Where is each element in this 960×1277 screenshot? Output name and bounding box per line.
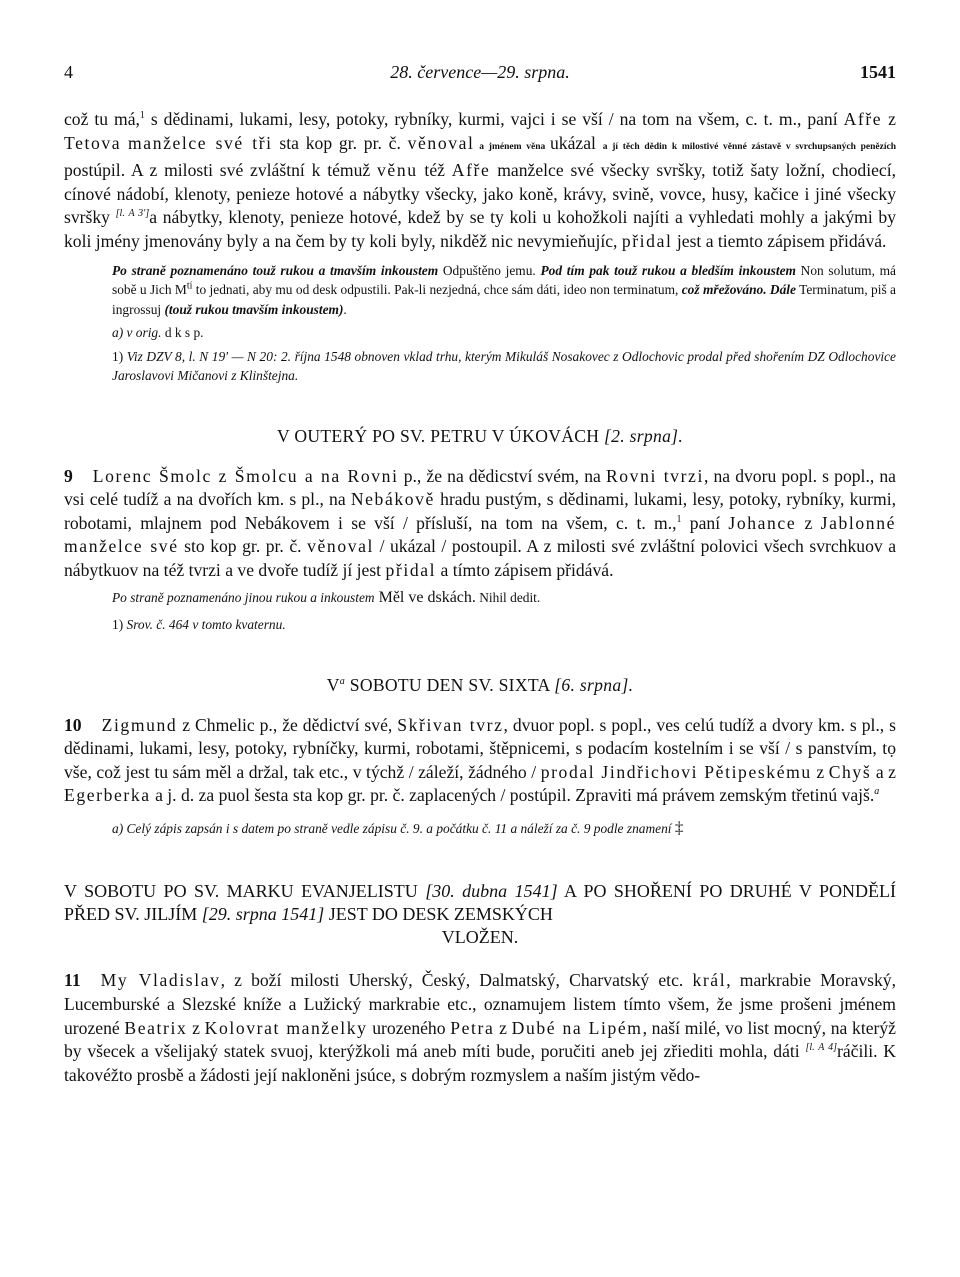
textual-note <box>112 323 896 343</box>
spaced-text: věnu <box>377 160 418 181</box>
text: což tu má, <box>64 109 140 129</box>
text: z Chmelic p., že dědictví své, <box>177 714 398 735</box>
footnote <box>112 615 896 635</box>
small-insert: a jménem věna <box>474 141 550 152</box>
marginal-note <box>112 588 896 608</box>
date-range: 28. července—29. srpna. <box>390 62 570 82</box>
year: 1541 <box>860 62 896 82</box>
spaced-text: Rovni <box>347 465 399 486</box>
text: Odpuštěno jemu. <box>438 262 541 278</box>
spaced-text: Rovni tvrzi <box>605 465 704 486</box>
text: Měl ve dskách. <box>374 588 476 606</box>
textual-note <box>112 818 896 839</box>
text: , z boží milosti Uherský, Český, Dalmatský, Charvatský etc. <box>220 970 693 991</box>
page-number: 4 <box>64 62 73 82</box>
heading-text: V SOBOTU PO SV. MARKU EVANJELISTU <box>64 881 426 902</box>
heading-text: JEST DO DESK ZEMSKÝCH <box>324 904 553 925</box>
entry-number: 10 <box>64 714 82 735</box>
text: s dědinami, lukami, lesy, potoky, rybníky, kurmi, vajci i se vší / na tom na všem, c. t. m., paní <box>144 109 844 129</box>
continued-entry-text <box>64 108 896 254</box>
text: z <box>494 1017 512 1038</box>
text: , na dvoru popl. s popl., na vsi celé tudíž a na dvořích km. s pl., na <box>64 465 896 510</box>
text: Non solutum, má sobě u Jich M <box>112 262 896 298</box>
note-ref: a <box>874 786 880 798</box>
spaced-text: Jablonné manželce své <box>64 512 896 557</box>
note-italic: Po straně poznamenáno jinou rukou a inkoustem <box>112 589 375 605</box>
name-afre: Afře <box>451 160 491 181</box>
spaced-text: věnoval <box>307 536 375 557</box>
text: postúpil. A z milosti své zvláštní k témuž <box>64 160 378 181</box>
spaced-text: Chyš <box>828 761 872 782</box>
spaced-text: prodal Jindřichovi Pětipeskému <box>540 761 812 782</box>
text: , dvuor popl. s popl., ves celú tudíž a dvory km. s pl., s dědinami, lukami, lesy, potoky, rybníčky, kurmi, robotami, štěpnicemi, s podacím kostelním i se vší / s panstvím, tọ vše, což jest tu sám měl a držal, tak etc., v týchž / záleží, žádného / <box>64 714 896 782</box>
text: ukázal <box>550 132 603 153</box>
text: p., že na dědicství svém, na <box>398 465 606 486</box>
text: manželce své všecky svršky, totiž šaty ložní, chodiecí, cínové nádobí, klenoty, penieze hotové a nábytky všecky, jako koně, krávy, svině, vovce, husy, kačice i jiné všecky svršky <box>64 160 897 228</box>
note-italic: Pod tím pak touž rukou a bledším inkoustem <box>540 262 796 278</box>
page <box>64 52 896 1087</box>
text: z <box>882 109 896 129</box>
spaced-text: Zigmund <box>101 714 178 735</box>
spaced-text: Vladislav <box>138 970 221 991</box>
entry-9 <box>64 465 896 583</box>
text: a nábytky, klenoty, penieze hotové, kdež by se ty koli u kohožkoli najíti a vyhledati mohly a jakými by koli jmény jmenovány byly a na čem by ty koli byly, nikděž nic nevymieňujíc, <box>64 207 897 251</box>
name-afre: Afře <box>843 109 883 129</box>
text: a z <box>871 761 896 782</box>
text: a j. d. za puol šesta sta kop gr. pr. č. zaplacených / postúpil. Zpraviti má právem zemským třetinú vajš. <box>150 785 875 806</box>
text: jest a tiemto zápisem přidává. <box>672 230 887 251</box>
text: z <box>187 1017 205 1038</box>
entry-number: 9 <box>64 465 73 486</box>
entry-11 <box>64 969 896 1087</box>
text: z <box>796 512 821 533</box>
heading-date: [6. srpna]. <box>554 674 634 695</box>
heading-date: [2. srpna]. <box>603 425 684 446</box>
superscript: a <box>339 675 346 687</box>
text: ráčili. K takovéžto prosbě a žádosti její nakloněni jsúce, s dobrým rozmyslem a naším jistým vědo- <box>64 1041 896 1085</box>
note-label: a) v orig. <box>112 325 162 341</box>
heading-date: [29. srpna 1541] <box>201 904 325 925</box>
text: Terminatum, piš a ingrossuj <box>112 282 896 317</box>
leaf-note: [l. A 4] <box>805 1042 837 1054</box>
note-text: a) Celý zápis zapsán i s datem po straně vedle zápisu č. 9. a počátku č. 11 a náleží za č. 9 podle znamení <box>112 820 672 836</box>
spaced-text: věnoval <box>407 132 475 153</box>
text: paní <box>681 512 729 533</box>
spaced-text: Lorenc Šmolc z Šmolcu a na <box>92 465 348 486</box>
spaced-text: Dubé na Lipém <box>511 1017 643 1038</box>
heading-text: SOBOTU DEN SV. SIXTA <box>345 674 555 695</box>
footnote-text: Viz DZV 8, l. N 19' — N 20: 2. října 1548 obnoven vklad trhu, kterým Mikuláš Nosakovec z Odlochovic prodal před shořením DZ Odlochovice Jaroslavovi Mičanovi z Klinštejna. <box>112 348 896 384</box>
spaced-text: Kolovrat manželky <box>204 1017 368 1038</box>
text: hradu pustým, s dědinami, lukami, lesy, potoky, rybníky, kurmi, robotami, mlajnem pod Nebákovem i se vší / přísluší, na tom na všem, c. t. m., <box>64 489 897 533</box>
text: sta kop gr. pr. č. <box>272 132 408 153</box>
text: Nihil dedit. <box>475 589 541 605</box>
note-italic: což mřežováno. Dále <box>681 282 796 298</box>
text: , naší milé, vo list mocný, na kterýž by všecek a všelijaký statek svuoj, kterýžkoli má aneb míti bude, poručiti aneb jej zřiediti mohla, dáti <box>64 1017 896 1062</box>
note-label: 1) <box>112 617 124 633</box>
text <box>121 133 128 153</box>
spaced-text: Petra <box>450 1017 495 1038</box>
text: , markrabie Moravský, Lucemburské a Slezské kníže a Lužický markrabie etc., oznamujem listem tímto všem, že jsme prošeni jménem urozené <box>64 970 896 1038</box>
heading-date: [30. dubna 1541] <box>425 881 558 902</box>
spaced-text: My <box>100 970 139 991</box>
text: to jednati, aby mu od desk odpustili. Pak-li nezjedná, chce sám dáti, ideo non terminatum, <box>192 282 682 298</box>
text: . <box>343 301 347 317</box>
entry-10 <box>64 714 896 808</box>
spaced-text: král <box>692 970 727 991</box>
spaced-text: manželce své tři <box>128 132 273 153</box>
section-heading <box>64 880 896 949</box>
text: též <box>417 160 452 181</box>
note-label: 1) <box>112 348 124 364</box>
text: a tímto zápisem přidává. <box>436 559 614 580</box>
heading-text: V <box>326 674 340 695</box>
spaced-text: Egerberka <box>64 785 151 806</box>
spaced-text: Nebákově <box>350 489 435 510</box>
section-heading <box>64 426 896 447</box>
cross-mark-symbol: ‡ <box>674 817 684 837</box>
spaced-text: Johance <box>728 512 797 533</box>
name-tetova: Tetova <box>64 132 122 153</box>
leaf-note: [l. A 3'] <box>115 208 150 220</box>
footnote-text: Srov. č. 464 v tomto kvaternu. <box>126 617 286 633</box>
spaced-text: Beatrix <box>124 1017 188 1038</box>
marginal-note <box>112 261 896 320</box>
heading-text: A PO SHOŘENÍ PO DRUHÉ V PONDĚLÍ PŘED SV. JILJÍM <box>64 881 897 925</box>
text: z <box>811 761 829 782</box>
spaced-text: přidal <box>621 230 673 251</box>
spaced-text: přidal <box>385 559 437 580</box>
entry-number: 11 <box>64 970 81 991</box>
footnote-ref: 1 <box>139 110 145 122</box>
heading-text: VLOŽEN. <box>441 927 519 948</box>
note-italic: Po straně poznamenáno touž rukou a tmavším inkoustem <box>112 262 439 278</box>
spaced-text: Skřivan tvrz <box>397 714 504 735</box>
text: urozeného <box>367 1017 451 1038</box>
text: d k s p. <box>161 325 204 341</box>
footnote-ref: 1 <box>676 513 682 525</box>
footnote <box>112 347 896 386</box>
text: / ukázal / postoupil. A z milosti své zvláštní polovici všech svrchkuov a nábytkuov na též tvrzi a ve dvoře tudíž jí jest <box>64 536 897 580</box>
small-insert: a jí těch dědin k milostivé věnné zástavě v svrchupsaných penězích <box>602 141 896 152</box>
note-italic: (touž rukou tmavším inkoustem) <box>164 301 344 317</box>
text: sto kop gr. pr. č. <box>178 536 308 557</box>
section-heading <box>64 675 896 696</box>
superscript: tí <box>186 280 193 292</box>
running-header <box>64 52 896 86</box>
heading-text: V OUTERÝ PO SV. PETRU V ÚKOVÁCH <box>276 425 604 446</box>
